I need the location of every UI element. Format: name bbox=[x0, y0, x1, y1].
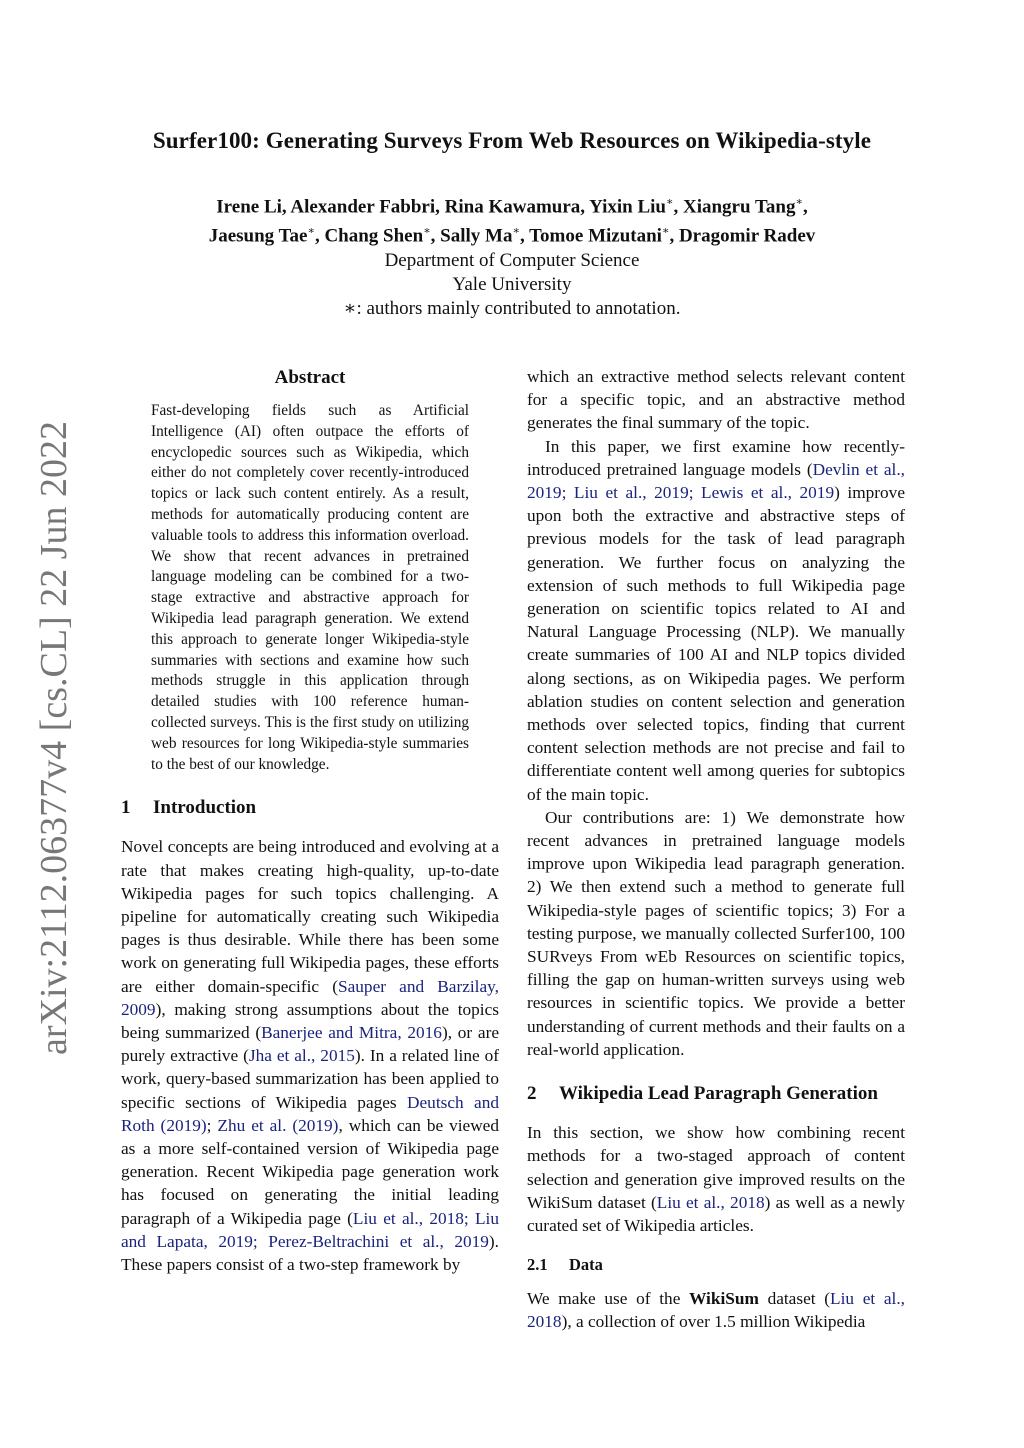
annotator-mark: ∗ bbox=[512, 225, 520, 238]
author-names: Jaesung Tae bbox=[208, 225, 308, 247]
citation-link[interactable]: Liu et al., 2018 bbox=[656, 1192, 765, 1212]
section2-paragraph-1 bbox=[527, 1121, 905, 1237]
authors-line-1 bbox=[0, 190, 1024, 219]
annotator-mark: ∗ bbox=[795, 196, 803, 208]
text-run: In this paper, we first examine how recently-introduced pretrained language models ( bbox=[527, 436, 905, 479]
citation-link[interactable]: Liu et al., 2018 bbox=[527, 1289, 905, 1332]
author-names: Irene Li, Alexander Fabbri, Rina Kawamura, Yixin Liu bbox=[216, 196, 666, 218]
text-run: We make use of the bbox=[527, 1289, 690, 1309]
text-run: In this section, we show how combining recent methods for a two-staged approach of content selection and generation give improved results on the WikiSum dataset ( bbox=[527, 1123, 905, 1212]
text-run: ), or are purely extractive ( bbox=[121, 1022, 499, 1066]
right-column bbox=[527, 365, 905, 1334]
abstract-text: Fast-developing fields such as Artificial Intelligence (AI) often outpace the efforts of encyclopedic sources such as Wikipedia, which either do not completely cover recently-introduced topics or lack such content entirely. As a result, methods for automatically producing content are valuable tools to address this information overload. We show that recent advances in pretrained language modeling can be combined for a two-stage extractive and abstractive approach for Wikipedia lead paragraph generation. We extend this approach to generate longer Wikipedia-style summaries with sections and examine how such methods struggle in this application through detailed studies with 100 reference human-collected surveys. This is the first study on utilizing web resources for long Wikipedia-style summaries to the best of our knowledge. bbox=[151, 402, 469, 773]
arxiv-sidebar bbox=[32, 421, 92, 1055]
subsection-heading-data bbox=[527, 1255, 905, 1275]
citation-link[interactable]: Zhu et al. (2019) bbox=[217, 1115, 339, 1135]
arxiv-identifier: arXiv:2112.06377v4 [cs.CL] 22 Jun 2022 bbox=[33, 421, 75, 1055]
text-run: , which can be viewed as a more self-contained version of Wikipedia page generation. Recent Wikipedia page generation work has focused on generating the initial leading paragraph of a Wikipedia page ( bbox=[121, 1115, 499, 1228]
paper-title: Surfer100: Generating Surveys From Web Resources on Wikipedia-style bbox=[152, 128, 872, 153]
author-names: , Sally Ma bbox=[430, 225, 513, 247]
subsection-title: Data bbox=[569, 1255, 603, 1275]
author-block bbox=[0, 190, 1024, 321]
author-names: , Tomoe Mizutani bbox=[519, 225, 662, 247]
abstract-heading: Abstract bbox=[274, 367, 346, 388]
annotator-mark: ∗ bbox=[307, 225, 315, 238]
text-run: Novel concepts are being introduced and evolving at a rate that makes creating high-quality, up-to-date Wikipedia pages for such topics challenging. A pipeline for automatically creating such Wikipedia pages is thus desirable. While there has been some work on generating full Wikipedia pages, these efforts are either domain-specific ( bbox=[121, 837, 499, 996]
author-names: , Chang Shen bbox=[314, 225, 424, 247]
text-run: ), making strong assumptions about the topics being summarized ( bbox=[121, 999, 499, 1042]
department: Department of Computer Science bbox=[384, 249, 640, 271]
text-run: ; bbox=[206, 1115, 218, 1135]
section-title: Introduction bbox=[153, 797, 257, 819]
citation-link[interactable]: Deutsch and Roth (2019) bbox=[121, 1092, 499, 1135]
text-run: ), a collection of over 1.5 million Wikipedia bbox=[561, 1312, 866, 1332]
section-number: 2 bbox=[527, 1083, 537, 1105]
author-names: , Xiangru Tang bbox=[673, 196, 796, 218]
citation-link[interactable]: Banerjee and Mitra, 2016 bbox=[261, 1022, 442, 1042]
intro-paragraph-3: Our contributions are: 1) We demonstrate how recent advances in pretrained language models improve upon Wikipedia lead paragraph generation. 2) We then extend such a method to generate full Wikipedia-style pages of scientific topics; 3) For a testing purpose, we manually collected Surfer100, 100 SURveys From wEb Resources on scientific topics, filling the gap on human-written surveys using web resources in scientific topics. We provide a better understanding of current methods and their faults on a real-world application. bbox=[527, 807, 905, 1059]
intro-paragraph-1 bbox=[121, 835, 499, 1276]
text-run: ). These papers consist of a two-step framework by bbox=[121, 1231, 499, 1274]
citation-link[interactable]: Liu et al., 2018; Liu and Lapata, 2019; Perez-Beltrachini et al., 2019 bbox=[121, 1208, 499, 1251]
section-heading-introduction bbox=[121, 797, 499, 819]
annotation-note: ∗: authors mainly contributed to annotation. bbox=[343, 297, 681, 319]
authors-line-2 bbox=[0, 219, 1024, 248]
dataset-name: WikiSum bbox=[689, 1289, 759, 1309]
text-run: ). In a related line of work, query-based summarization has been applied to specific sections of Wikipedia pages bbox=[121, 1046, 499, 1112]
text-run: ) improve upon both the extractive and abstractive steps of previous models for the task of lead paragraph generation. We further focus on analyzing the extension of such methods to full Wikipedia page generation on scientific topics related to AI and Natural Language Processing (NLP). We manually create summaries of 100 AI and NLP topics divided along sections, as on Wikipedia pages. We perform ablation studies on content selection and generation methods over selected topics, finding that current content selection methods are not precise and fail to differentiate content well among queries for subtopics of the main topic. bbox=[527, 483, 905, 804]
annotator-mark: ∗ bbox=[661, 225, 670, 238]
annotator-mark: ∗ bbox=[423, 225, 431, 238]
text-run: dataset ( bbox=[758, 1289, 831, 1309]
section-heading-lead-paragraph bbox=[527, 1083, 905, 1105]
section-number: 1 bbox=[121, 797, 131, 819]
citation-link[interactable]: Sauper and Barzilay, 2009 bbox=[121, 976, 499, 1019]
author-names: , bbox=[802, 196, 808, 218]
intro-paragraph-2 bbox=[527, 435, 905, 806]
citation-link[interactable]: Devlin et al., 2019; Liu et al., 2019; Lewis et al., 2019 bbox=[527, 459, 906, 503]
section-title: Wikipedia Lead Paragraph Generation bbox=[559, 1083, 878, 1105]
annotator-mark: ∗ bbox=[666, 196, 674, 208]
text-run: ) as well as a newly curated set of Wikipedia articles. bbox=[527, 1192, 905, 1235]
citation-link[interactable]: Jha et al., 2015 bbox=[248, 1046, 355, 1066]
left-column bbox=[121, 365, 499, 1276]
data-paragraph bbox=[527, 1287, 905, 1333]
university: Yale University bbox=[452, 273, 572, 295]
intro-paragraph-1-continued: which an extractive method selects relevant content for a specific topic, and an abstractive method generates the final summary of the topic. bbox=[527, 367, 905, 433]
subsection-number: 2.1 bbox=[527, 1255, 548, 1275]
author-names: , Dragomir Radev bbox=[669, 225, 816, 247]
